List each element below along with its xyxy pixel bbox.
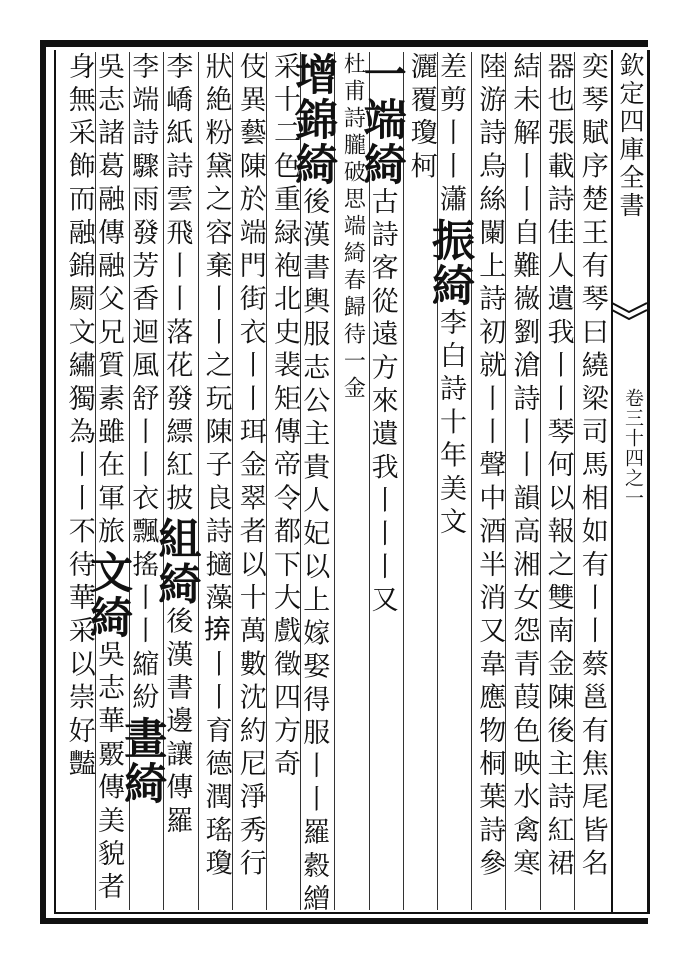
- entry-heading: 一端綺: [356, 52, 407, 187]
- running-head-volume: 卷三十四之一: [622, 388, 644, 508]
- text-run: 不待華采以崇好豔: [63, 516, 95, 783]
- text-column: [266, 52, 302, 782]
- text-column: [356, 52, 407, 619]
- text-column: [574, 52, 610, 882]
- entry-heading: 文綺: [83, 550, 133, 640]
- text-run: 李嶠紙詩雲飛丨丨落花發縹紅披: [161, 52, 193, 517]
- text-run: 伎異藝陳於端門街衣丨丨珥金翠者以十萬數沈約尼淨秀行: [234, 52, 266, 882]
- page-frame-inner-left: [54, 50, 56, 914]
- text-run: 器也張載詩佳人遺我丨丨琴何以報之雙南金陳後主詩紅裙: [542, 52, 574, 882]
- text-column: [540, 52, 576, 882]
- entry-heading: 振綺: [425, 218, 475, 308]
- text-run: 狀絶粉黛之容棄丨丨之玩陳子良詩擿藻𢬵丨丨育德潤瑤瓊: [200, 52, 232, 882]
- text-run: 古詩客從遠方來遺我丨丨丨又: [366, 187, 398, 619]
- small-text-run: 杜甫詩朧破思端綺春歸待一金: [340, 52, 366, 403]
- text-run: 吳志華覈傳美貌者: [93, 640, 124, 906]
- text-column: [198, 52, 234, 882]
- text-run: 李白詩十年美文: [435, 308, 466, 541]
- entry-heading: 組綺: [151, 516, 202, 607]
- text-column: [83, 52, 133, 906]
- entry-heading: 畫綺: [117, 716, 168, 806]
- text-column: [61, 52, 97, 782]
- text-run: 後漢書邊讓傳羅: [161, 606, 193, 840]
- text-run: 采十二色重緑袍北史裴矩傳帝令都下大戲徵四方奇: [269, 52, 300, 783]
- text-column: [232, 52, 268, 882]
- text-column: [334, 52, 370, 403]
- text-run: 灑覆瓊柯: [405, 52, 437, 185]
- text-run: 差剪丨丨瀟: [435, 52, 466, 218]
- fish-tail-ornament: [611, 300, 648, 322]
- text-run: 奕琴賦序楚王有琴曰繞梁司馬相如有丨丨蔡邕有焦尾皆名: [576, 52, 608, 882]
- header-strip-rule-right: [647, 50, 650, 914]
- text-run: 身無采飾而融錦罽文繡獨為丨丨: [63, 52, 95, 517]
- header-strip-rule-left: [611, 50, 613, 914]
- entry-heading: 增錦綺: [288, 52, 339, 187]
- text-column: [425, 52, 475, 541]
- text-run: 結未解丨丨自難嶶劉滄詩丨丨韻高湘女怨青葭色映水禽寒: [508, 52, 540, 882]
- page-frame-inner-bottom: [54, 912, 648, 914]
- running-head-title: 欽定四庫全書: [616, 52, 645, 220]
- text-run: 李端詩驟雨發芳香迴風舒丨丨衣飄搖丨丨縮紛: [127, 52, 159, 716]
- text-run: 後漢書輿服志公主貴人妃以上嫁娶得服丨丨羅縠繒: [298, 187, 330, 918]
- text-column: [151, 52, 202, 840]
- text-column: [288, 52, 339, 918]
- text-run: 陸游詩烏絲闌上詩初就丨丨聲中酒半消又韋應物桐葉詩參: [474, 52, 506, 882]
- text-column: [505, 52, 541, 882]
- text-column: [403, 52, 439, 185]
- text-column: [117, 52, 168, 806]
- text-run: 吳志諸葛融傳融父兄質素雖在軍旅: [93, 52, 124, 550]
- text-column: [471, 52, 507, 882]
